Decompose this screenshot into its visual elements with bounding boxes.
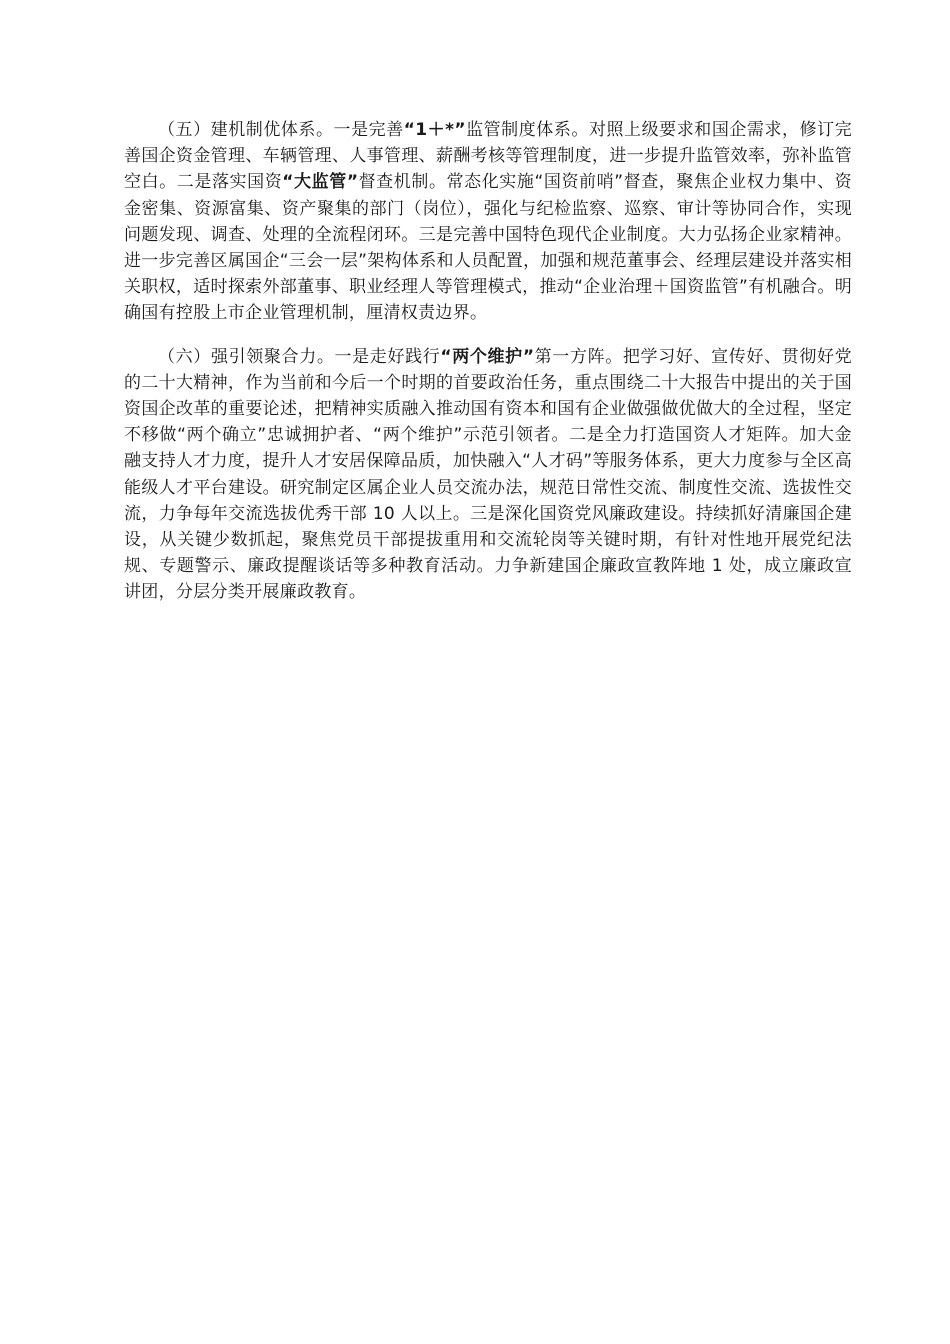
paragraph-five-quote-1: “1＋*” — [403, 120, 466, 140]
paragraph-five — [124, 117, 852, 327]
document-body — [124, 117, 852, 623]
paragraph-six-text-1: 一是走好践行 — [334, 346, 441, 367]
paragraph-five-heading: （五）建机制优体系。 — [158, 120, 334, 140]
paragraph-six-quote-1: “两个维护” — [440, 346, 535, 367]
paragraph-six-text-2: 第一方阵。把学习好、宣传好、贯彻好党的二十大精神，作为当前和今后一个时期的首要政治任务，重点围绕二十大报告中提出的关于国资国企改革的重要论述，把精神实质融入推动国有资本和国有企业做强做优做大的全过程，坚定不移做“两个确立”忠诚拥护者、“两个维护”示范引领者。二是全力打造国资人才矩阵。加大金融支持人才力度，提升人才安居保障品质，加快融入“人才码”等服务体系，更大力度参与全区高能级人才平台建设。研究制定区属企业人员交流办法，规范日常性交流、制度性交流、选拔性交流，力争每年交流选拔优秀干部 10 人以上。三是深化国资党风廉政建设。持续抓好清廉国企建设，从关键少数抓起，聚焦党员干部提拔重用和交流轮岗等关键时期，有针对性地开展党纪法规、专题警示、廉政提醒谈话等多种教育活动。力争新建国企廉政宣教阵地 1 处，成立廉政宣讲团，分层分类开展廉政教育。 — [124, 346, 853, 603]
paragraph-five-text-3: 督查机制。常态化实施“国资前哨”督查，聚焦企业权力集中、资金密集、资源富集、资产聚集的部门（岗位），强化与纪检监察、巡察、审计等协同合作，实现问题发现、调查、处理的全流程闭环。三是完善中国特色现代企业制度。大力弘扬企业家精神。进一步完善区属国企“三会一层”架构体系和人员配置，加强和规范董事会、经理层建设并落实相关职权，适时探索外部董事、职业经理人等管理模式，推动“企业治理＋国资监管”有机融合。明确国有控股上市企业管理机制，厘清权责边界。 — [124, 172, 852, 324]
paragraph-six — [124, 344, 852, 606]
paragraph-six-heading: （六）强引领聚合力。 — [158, 346, 335, 367]
paragraph-five-text-2: 监管制度体系。对照上级要求和国企需求，修订完善国企资金管理、车辆管理、人事管理、薪酬考核等管理制度，进一步提升监管效率，弥补监管空白。二是落实国资 — [124, 120, 852, 193]
paragraph-five-quote-2: “大监管” — [282, 172, 359, 193]
paragraph-five-text-1: 一是完善 — [333, 120, 404, 140]
